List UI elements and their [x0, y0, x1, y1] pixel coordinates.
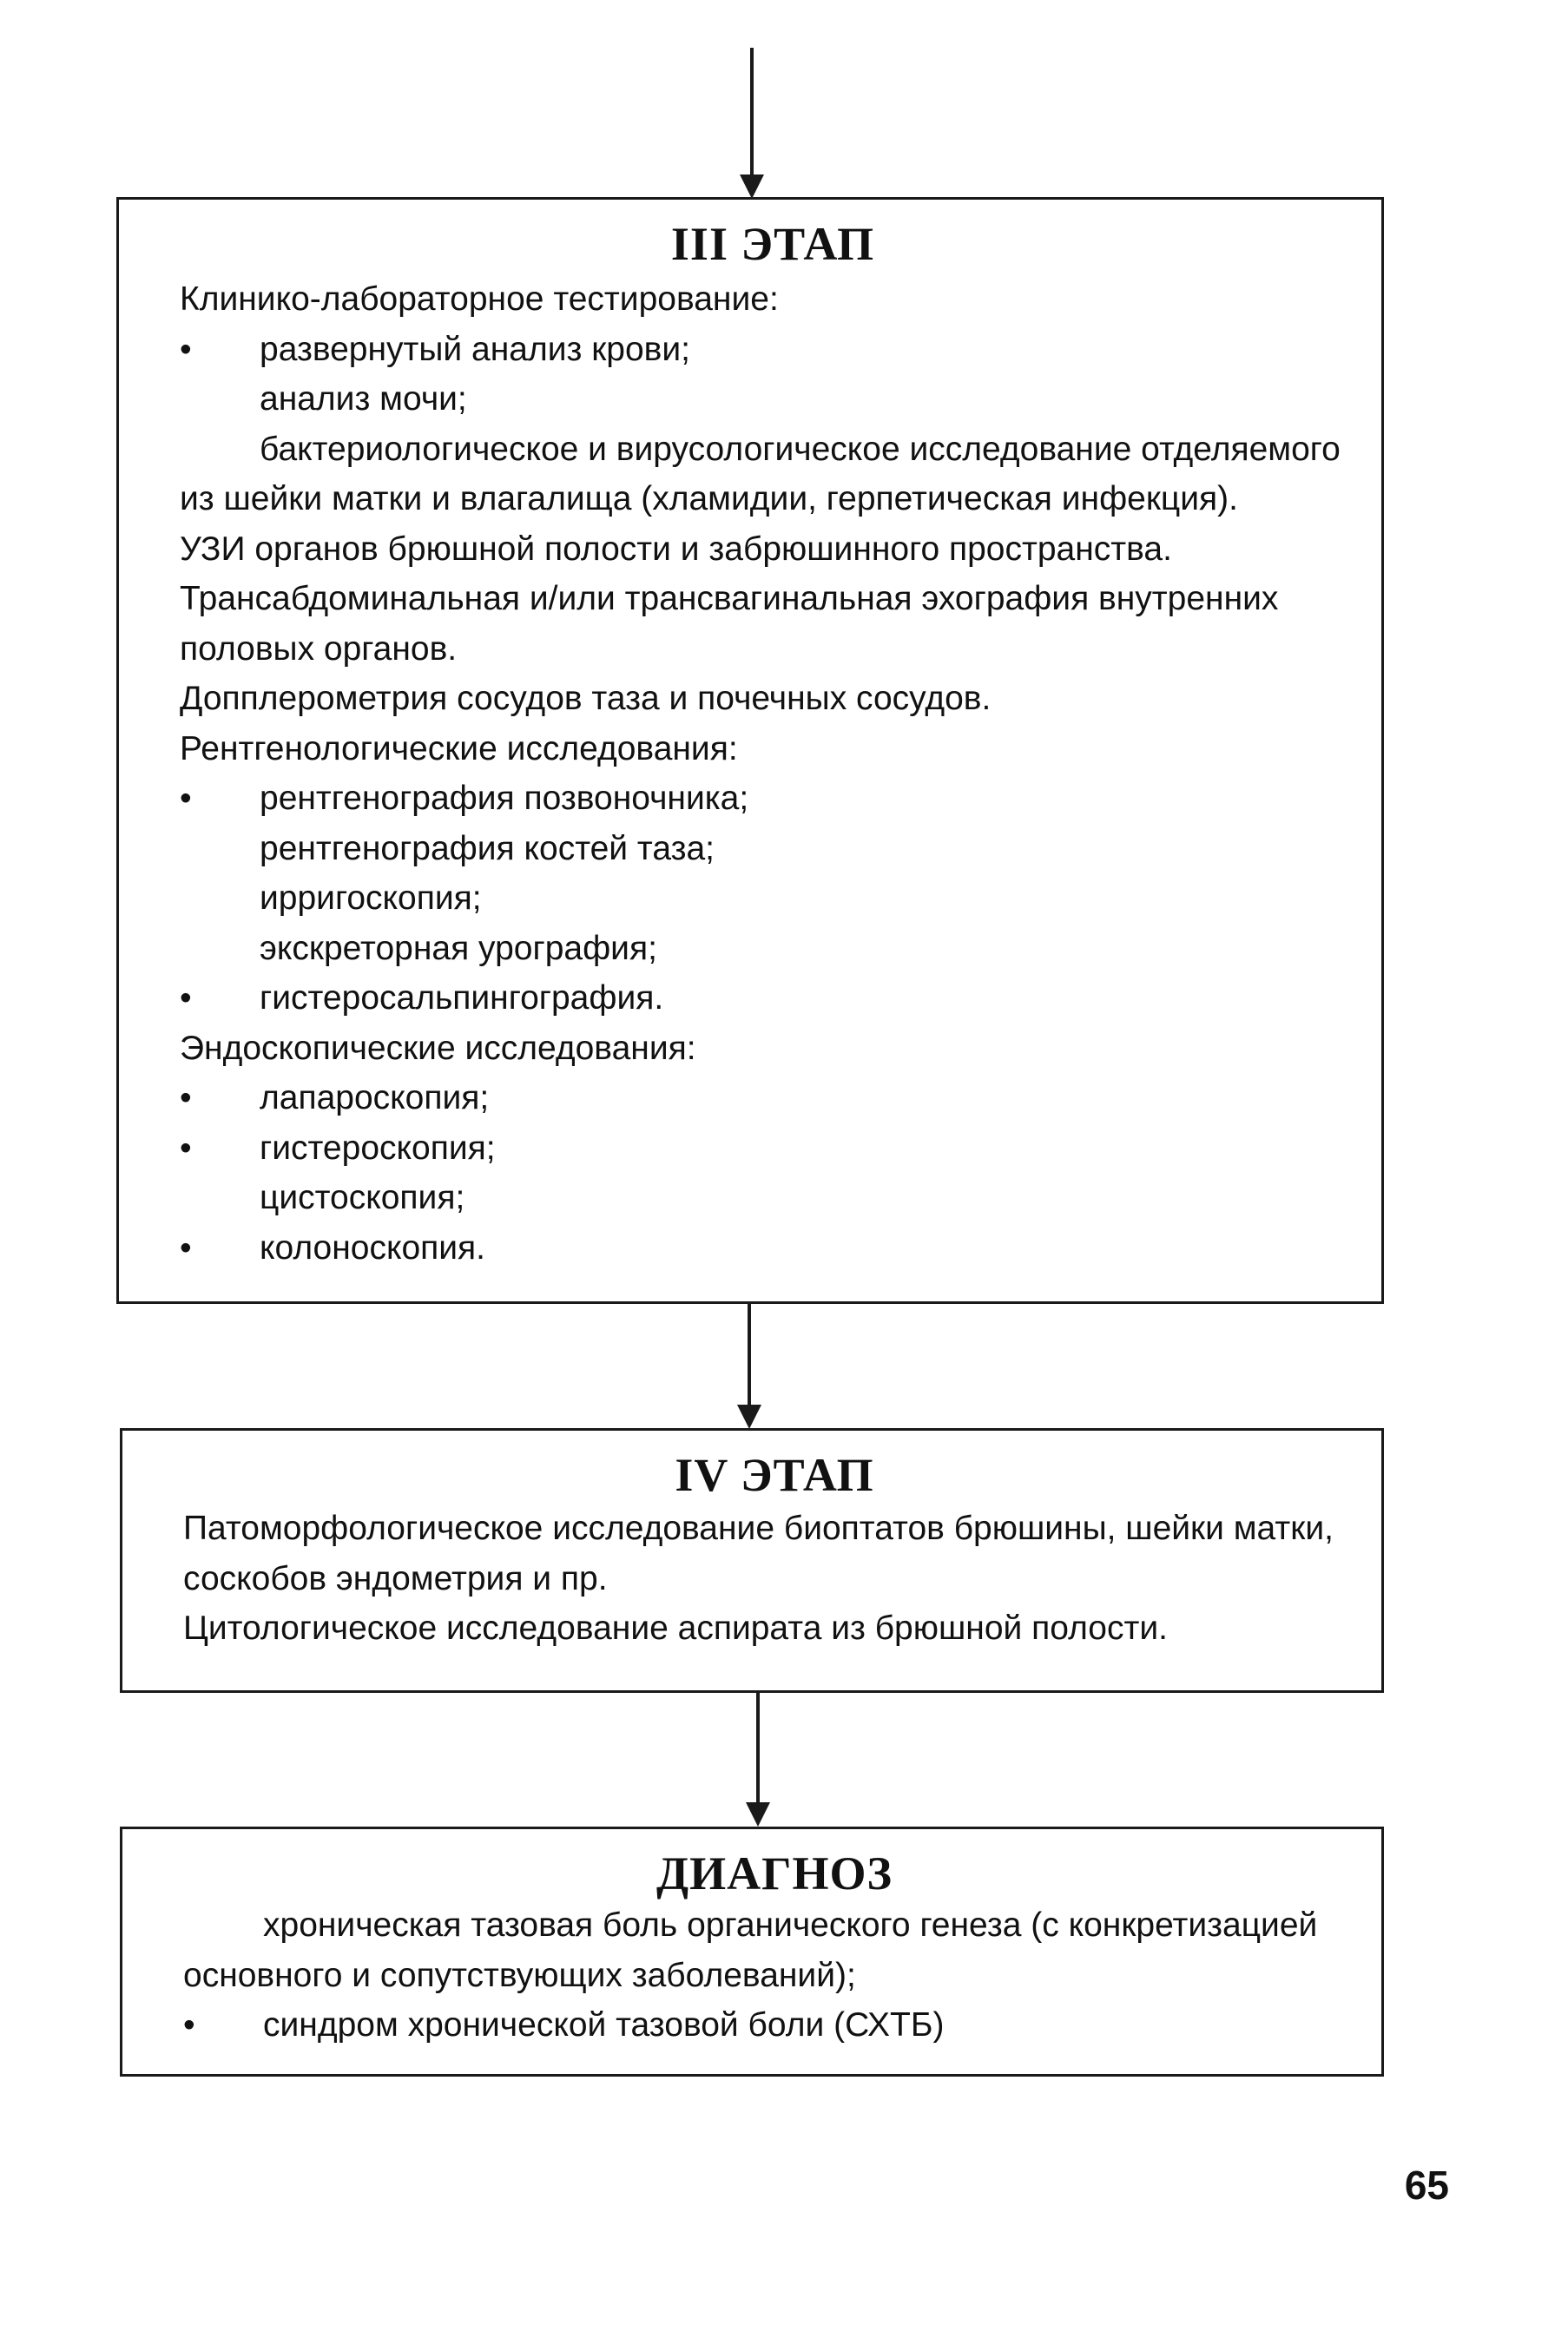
stage3-line	[180, 674, 1366, 724]
stage3-line-text: анализ мочи;	[260, 380, 467, 418]
arrow-into-stage4	[0, 1302, 1568, 1431]
stage3-line-text: рентгенография позвоночника;	[260, 780, 749, 817]
stage4-box	[120, 1428, 1384, 1693]
stage3-line	[180, 973, 1366, 1024]
stage3-line-text: цистоскопия;	[260, 1179, 465, 1216]
stage3-line	[180, 1073, 1366, 1123]
stage3-line	[180, 374, 1366, 425]
stage4-line	[183, 1554, 1366, 1604]
stage3-line-text: колоноскопия.	[260, 1228, 485, 1267]
stage3-line	[180, 873, 1366, 924]
stage3-title: III ЭТАП	[670, 218, 875, 270]
stage4-line-text: соскобов эндометрия и пр.	[183, 1559, 608, 1597]
stage3-line	[180, 774, 1366, 824]
bullet-icon: •	[180, 1079, 192, 1116]
stage3-line-text: УЗИ органов брюшной полости и забрюшинного пространства.	[180, 530, 1172, 568]
stage3-box	[116, 197, 1384, 1304]
stage3-line-text: гистероскопия;	[260, 1129, 496, 1167]
stage3-line-text: лапароскопия;	[260, 1079, 490, 1116]
diagnosis-line-text: основного и сопутствующих заболеваний);	[183, 1956, 856, 1994]
stage3-line	[180, 325, 1366, 375]
stage3-line	[180, 474, 1366, 524]
bullet-icon: •	[180, 979, 192, 1017]
stage3-line-text: ирригоскопия;	[260, 879, 482, 917]
stage3-line-text: Трансабдоминальная и/или трансвагинальная эхография внутренних	[180, 580, 1279, 617]
bullet-icon: •	[180, 1129, 192, 1167]
page-number: 65	[1404, 2163, 1449, 2208]
diagnosis-line	[183, 2000, 1366, 2051]
bullet-icon: •	[183, 2006, 195, 2044]
stage4-line-text: Патоморфологическое исследование биоптатов брюшины, шейки матки,	[183, 1510, 1334, 1547]
arrow-into-diagnosis	[0, 1691, 1568, 1828]
stage3-lines	[180, 274, 1366, 1273]
stage3-line	[180, 1024, 1366, 1074]
stage3-line	[180, 1223, 1366, 1274]
stage3-line	[180, 524, 1366, 575]
stage3-line-text: рентгенография костей таза;	[260, 829, 715, 867]
arrow-into-stage3	[0, 48, 1568, 200]
stage4-title: IV ЭТАП	[675, 1449, 874, 1501]
stage3-line-text: бактериологическое и вирусологическое исследование отделяемого	[260, 430, 1341, 468]
stage3-line	[180, 724, 1366, 774]
stage3-line-text: экскреторная урография;	[260, 929, 657, 967]
diagnosis-box	[120, 1827, 1384, 2077]
stage3-line-text: половых органов.	[180, 629, 458, 668]
stage3-line-text: Эндоскопические исследования:	[180, 1029, 696, 1067]
diagnosis-lines	[183, 1900, 1366, 2051]
stage3-line	[180, 1123, 1366, 1174]
stage3-line-text: гистеросальпингография.	[260, 979, 664, 1017]
stage3-line-text: Клинико-лабораторное тестирование:	[180, 280, 779, 318]
diagnosis-line	[183, 1951, 1366, 2001]
stage3-line-text: Допплерометрия сосудов таза и почечных сосудов.	[180, 680, 992, 717]
diagnosis-line-text: синдром хронической тазовой боли (СХТБ)	[263, 2006, 945, 2044]
stage3-line-text: из шейки матки и влагалища (хламидии, герпетическая инфекция).	[180, 480, 1238, 517]
stage3-line-text: Рентгенологические исследования:	[180, 729, 738, 767]
bullet-icon: •	[180, 1228, 192, 1267]
bullet-icon: •	[180, 330, 192, 368]
diagnosis-line	[183, 1900, 1366, 1951]
stage4-lines	[183, 1504, 1366, 1654]
stage3-line	[180, 425, 1366, 475]
stage3-line	[180, 824, 1366, 874]
stage4-line	[183, 1603, 1366, 1654]
stage4-line-text: Цитологическое исследование аспирата из брюшной полости.	[183, 1610, 1168, 1647]
stage3-line	[180, 274, 1366, 325]
bullet-icon: •	[180, 780, 192, 817]
stage3-line	[180, 924, 1366, 974]
stage3-line-text: развернутый анализ крови;	[260, 330, 690, 368]
stage4-line	[183, 1504, 1366, 1554]
stage3-line	[180, 1173, 1366, 1223]
stage3-line	[180, 574, 1366, 624]
stage3-line	[180, 624, 1366, 675]
diagnosis-line-text: хроническая тазовая боль органического генеза (с конкретизацией	[263, 1906, 1318, 1944]
diagnosis-title: ДИАГНОЗ	[656, 1847, 893, 1900]
